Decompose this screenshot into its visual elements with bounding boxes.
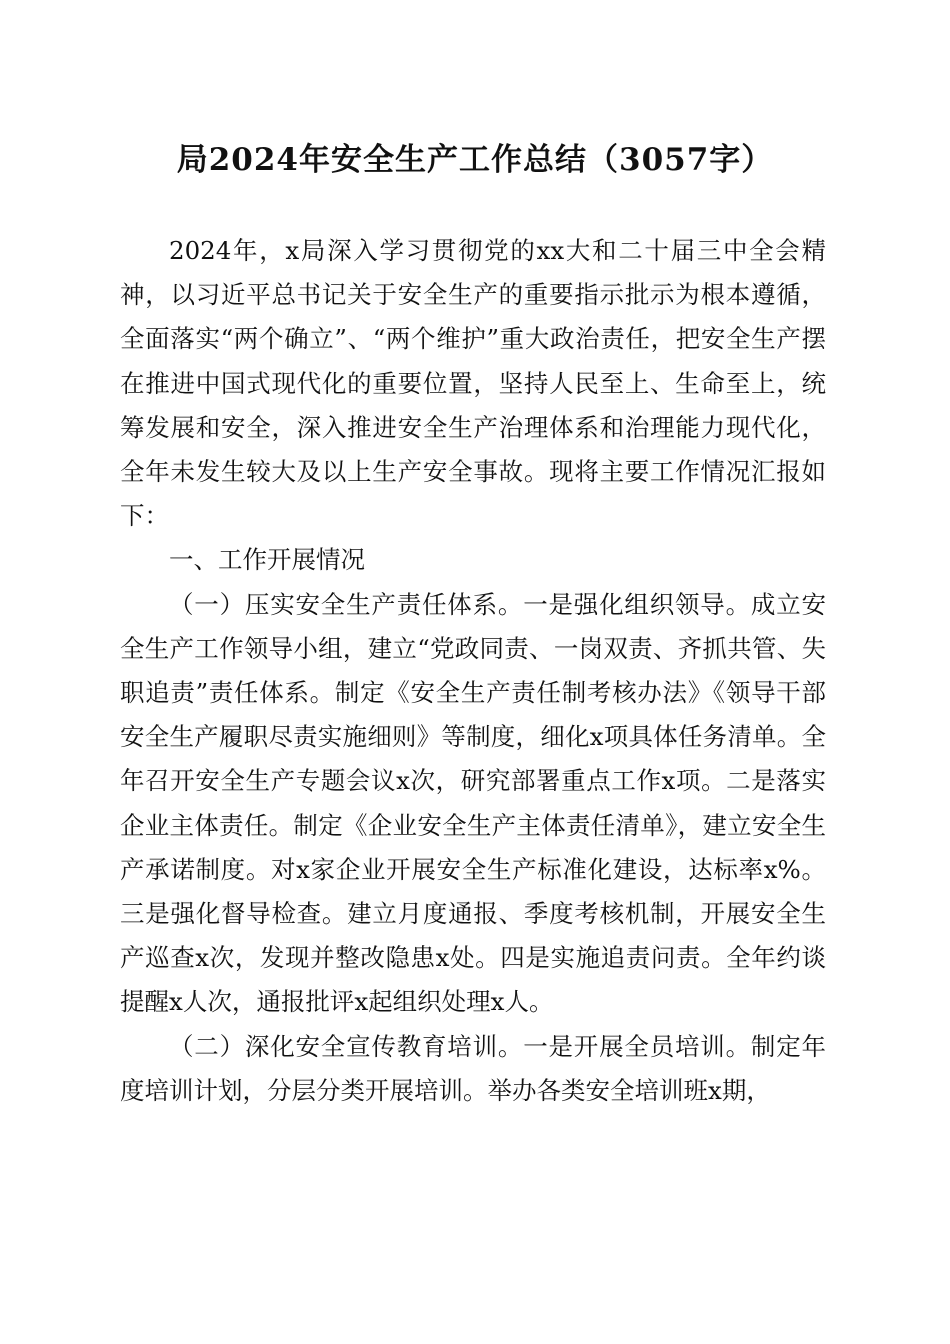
subsection-text-2: 一是开展全员培训。制定年度培训计划，分层分类开展培训。举办各类安全培训班x期， <box>120 1031 827 1105</box>
subsection-text-1: 一是强化组织领导。成立安全生产工作领导小组，建立“党政同责、一岗双责、齐抓共管、失职追责”责任体系。制定《安全生产责任制考核办法》《领导干部安全生产履职尽责实施细则》等制度，细化x项具体任务清单。全年召开安全生产专题会议x次，研究部署重点工作x项。二是落实企业主体责任。制定《企业安全生产主体责任清单》，建立安全生产承诺制度。对x家企业开展安全生产标准化建设，达标率x%。三是强化督导检查。建立月度通报、季度考核机制，开展安全生产巡查x次，发现并整改隐患x处。四是实施追责问责。全年约谈提醒x人次，通报批评x起组织处理x人。 <box>120 589 827 1017</box>
document-body <box>120 229 826 1113</box>
subsection-paragraph-2 <box>120 1025 826 1113</box>
intro-paragraph: 2024年，x局深入学习贯彻党的xx大和二十届三中全会精神，以习近平总书记关于安全生产的重要指示批示为根本遵循，全面落实“两个确立”、“两个维护”重大政治责任，把安全生产摆在推进中国式现代化的重要位置，坚持人民至上、生命至上，统筹发展和安全，深入推进安全生产治理体系和治理能力现代化，全年未发生较大及以上生产安全事故。现将主要工作情况汇报如下： <box>120 236 826 531</box>
document-title: 局2024年安全生产工作总结（3057字） <box>176 142 774 178</box>
subsection-lead-1: （一）压实安全生产责任体系。 <box>169 589 524 619</box>
subsection-lead-2: （二）深化安全宣传教育培训。 <box>169 1031 524 1061</box>
section-heading-1: 一、工作开展情况 <box>169 545 365 575</box>
subsection-paragraph-1 <box>120 583 826 1025</box>
